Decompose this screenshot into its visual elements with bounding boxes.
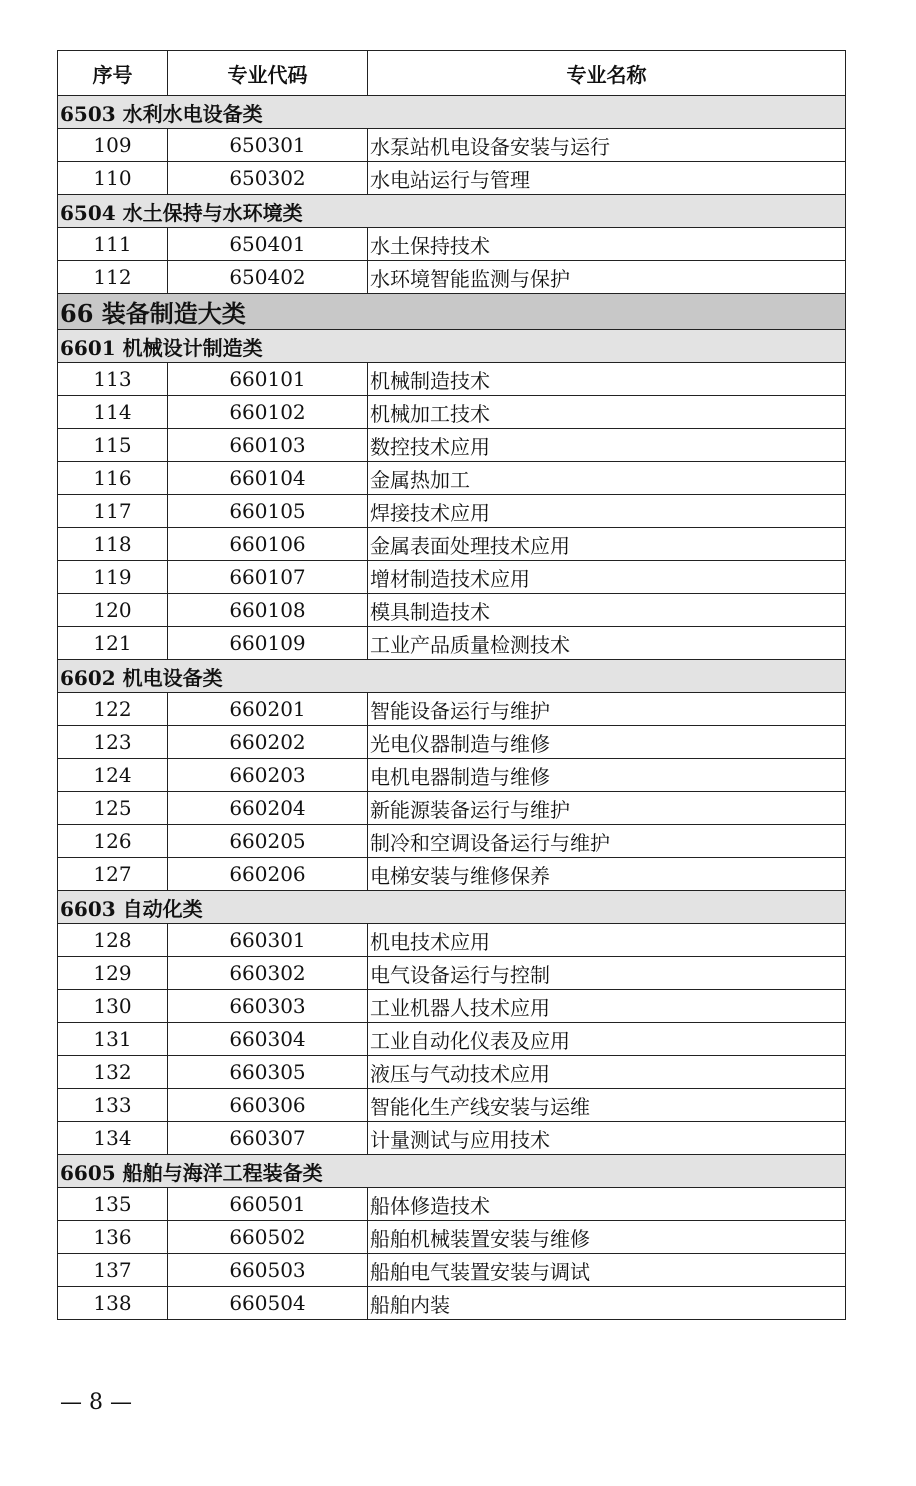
- row-code: 660107: [168, 561, 368, 594]
- row-name: 水环境智能监测与保护: [368, 261, 846, 294]
- row-code: 660109: [168, 627, 368, 660]
- row-name: 水泵站机电设备安装与运行: [368, 129, 846, 162]
- row-name: 金属表面处理技术应用: [368, 528, 846, 561]
- row-name: 船舶机械装置安装与维修: [368, 1221, 846, 1254]
- row-code: 660504: [168, 1287, 368, 1320]
- table-row: [58, 162, 846, 195]
- row-code: 660205: [168, 825, 368, 858]
- row-seq: 138: [58, 1287, 168, 1320]
- row-name: 光电仪器制造与维修: [368, 726, 846, 759]
- row-code: 660305: [168, 1056, 368, 1089]
- row-code: 660103: [168, 429, 368, 462]
- table-row: [58, 693, 846, 726]
- header-seq: 序号: [58, 51, 168, 96]
- row-code: 660503: [168, 1254, 368, 1287]
- category-row: [58, 1155, 846, 1188]
- row-seq: 117: [58, 495, 168, 528]
- row-seq: 131: [58, 1023, 168, 1056]
- row-name: 机电技术应用: [368, 924, 846, 957]
- row-seq: 109: [58, 129, 168, 162]
- row-seq: 134: [58, 1122, 168, 1155]
- row-seq: 120: [58, 594, 168, 627]
- table-row: [58, 990, 846, 1023]
- table-row: [58, 1056, 846, 1089]
- row-seq: 113: [58, 363, 168, 396]
- table-row: [58, 228, 846, 261]
- row-seq: 112: [58, 261, 168, 294]
- row-seq: 114: [58, 396, 168, 429]
- table-row: [58, 1089, 846, 1122]
- row-code: 660307: [168, 1122, 368, 1155]
- row-code: 660105: [168, 495, 368, 528]
- table-row: [58, 1023, 846, 1056]
- row-name: 水土保持技术: [368, 228, 846, 261]
- table-row: [58, 957, 846, 990]
- category-label: 6602 机电设备类: [58, 660, 846, 693]
- category-label: 6601 机械设计制造类: [58, 330, 846, 363]
- major-category-row: [58, 294, 846, 330]
- table-row: [58, 495, 846, 528]
- row-name: 电机电器制造与维修: [368, 759, 846, 792]
- table-body: [58, 96, 846, 1320]
- row-seq: 116: [58, 462, 168, 495]
- row-name: 数控技术应用: [368, 429, 846, 462]
- row-name: 计量测试与应用技术: [368, 1122, 846, 1155]
- row-code: 660502: [168, 1221, 368, 1254]
- row-seq: 130: [58, 990, 168, 1023]
- row-name: 船体修造技术: [368, 1188, 846, 1221]
- row-code: 660303: [168, 990, 368, 1023]
- row-name: 水电站运行与管理: [368, 162, 846, 195]
- row-name: 工业自动化仪表及应用: [368, 1023, 846, 1056]
- table-row: [58, 261, 846, 294]
- table-header-row: [58, 51, 846, 96]
- category-label: 6603 自动化类: [58, 891, 846, 924]
- table-row: [58, 528, 846, 561]
- row-name: 焊接技术应用: [368, 495, 846, 528]
- row-seq: 136: [58, 1221, 168, 1254]
- row-seq: 123: [58, 726, 168, 759]
- row-code: 660203: [168, 759, 368, 792]
- row-seq: 115: [58, 429, 168, 462]
- header-code: 专业代码: [168, 51, 368, 96]
- row-name: 制冷和空调设备运行与维护: [368, 825, 846, 858]
- row-name: 液压与气动技术应用: [368, 1056, 846, 1089]
- row-code: 660306: [168, 1089, 368, 1122]
- row-name: 增材制造技术应用: [368, 561, 846, 594]
- row-code: 660304: [168, 1023, 368, 1056]
- row-seq: 122: [58, 693, 168, 726]
- row-seq: 137: [58, 1254, 168, 1287]
- row-code: 650301: [168, 129, 368, 162]
- row-code: 660302: [168, 957, 368, 990]
- table-row: [58, 1221, 846, 1254]
- row-seq: 128: [58, 924, 168, 957]
- row-seq: 125: [58, 792, 168, 825]
- row-code: 660206: [168, 858, 368, 891]
- row-name: 新能源装备运行与维护: [368, 792, 846, 825]
- row-code: 660501: [168, 1188, 368, 1221]
- row-code: 660202: [168, 726, 368, 759]
- table-row: [58, 363, 846, 396]
- category-row: [58, 195, 846, 228]
- row-code: 660301: [168, 924, 368, 957]
- row-code: 660104: [168, 462, 368, 495]
- category-row: [58, 891, 846, 924]
- major-catalog-table: [57, 50, 846, 1320]
- row-seq: 133: [58, 1089, 168, 1122]
- table-row: [58, 561, 846, 594]
- table-row: [58, 759, 846, 792]
- row-seq: 127: [58, 858, 168, 891]
- row-name: 工业产品质量检测技术: [368, 627, 846, 660]
- row-seq: 111: [58, 228, 168, 261]
- row-seq: 124: [58, 759, 168, 792]
- table-row: [58, 1188, 846, 1221]
- row-code: 660102: [168, 396, 368, 429]
- category-row: [58, 330, 846, 363]
- row-name: 金属热加工: [368, 462, 846, 495]
- category-row: [58, 660, 846, 693]
- header-name: 专业名称: [368, 51, 846, 96]
- row-code: 650402: [168, 261, 368, 294]
- category-row: [58, 96, 846, 129]
- table-row: [58, 792, 846, 825]
- category-label: 6503 水利水电设备类: [58, 96, 846, 129]
- table-row: [58, 1254, 846, 1287]
- table-row: [58, 462, 846, 495]
- row-name: 智能化生产线安装与运维: [368, 1089, 846, 1122]
- category-label: 6504 水土保持与水环境类: [58, 195, 846, 228]
- table-row: [58, 1122, 846, 1155]
- table-row: [58, 627, 846, 660]
- row-code: 660108: [168, 594, 368, 627]
- row-seq: 119: [58, 561, 168, 594]
- major-category-label: 66 装备制造大类: [58, 294, 846, 330]
- table-row: [58, 726, 846, 759]
- row-seq: 135: [58, 1188, 168, 1221]
- row-code: 660204: [168, 792, 368, 825]
- row-name: 电梯安装与维修保养: [368, 858, 846, 891]
- page-number: — 8 —: [60, 1390, 132, 1415]
- row-seq: 126: [58, 825, 168, 858]
- row-code: 660106: [168, 528, 368, 561]
- row-seq: 110: [58, 162, 168, 195]
- category-label: 6605 船舶与海洋工程装备类: [58, 1155, 846, 1188]
- row-name: 机械制造技术: [368, 363, 846, 396]
- row-name: 机械加工技术: [368, 396, 846, 429]
- table-row: [58, 858, 846, 891]
- table-row: [58, 825, 846, 858]
- row-name: 电气设备运行与控制: [368, 957, 846, 990]
- row-name: 船舶内装: [368, 1287, 846, 1320]
- row-seq: 121: [58, 627, 168, 660]
- row-code: 660201: [168, 693, 368, 726]
- table-row: [58, 429, 846, 462]
- row-name: 船舶电气装置安装与调试: [368, 1254, 846, 1287]
- table-row: [58, 396, 846, 429]
- row-code: 650302: [168, 162, 368, 195]
- row-code: 650401: [168, 228, 368, 261]
- table-row: [58, 129, 846, 162]
- row-name: 智能设备运行与维护: [368, 693, 846, 726]
- row-seq: 118: [58, 528, 168, 561]
- table-row: [58, 924, 846, 957]
- row-name: 工业机器人技术应用: [368, 990, 846, 1023]
- table-row: [58, 1287, 846, 1320]
- row-seq: 132: [58, 1056, 168, 1089]
- row-seq: 129: [58, 957, 168, 990]
- row-name: 模具制造技术: [368, 594, 846, 627]
- row-code: 660101: [168, 363, 368, 396]
- table-row: [58, 594, 846, 627]
